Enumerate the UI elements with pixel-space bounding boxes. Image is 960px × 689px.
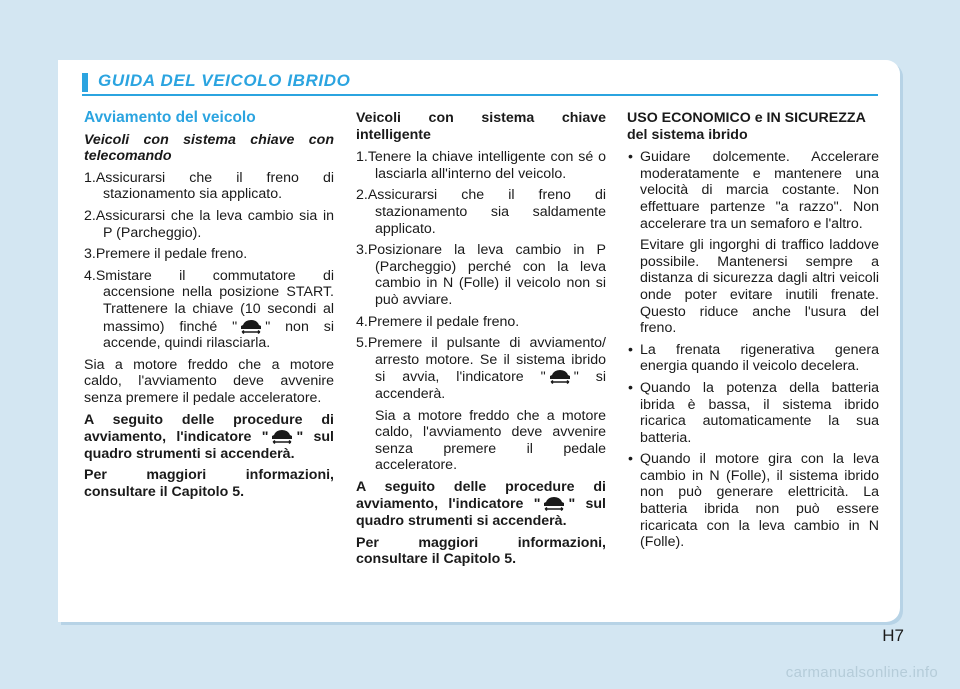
section-header	[82, 72, 878, 94]
column-3	[627, 110, 879, 556]
col1-heading: Avviamento del veicolo	[84, 109, 256, 126]
col1-step-2: 2.Assicurarsi che la leva cambio sia in P (Parcheggio).	[84, 207, 334, 241]
col2-step-5-note: Sia a motore freddo che a motore caldo, l'avviamento deve avvenire senza premere il pedale acceleratore.	[375, 407, 606, 474]
col2-step-5-text-b: " si accenderà.	[375, 369, 606, 402]
col2-step-5	[356, 335, 606, 402]
col1-bold-indicator	[84, 412, 334, 463]
col1-bold-indicator-b: " sul quadro strumenti si accenderà.	[84, 429, 335, 462]
col1-step-3: 3.Premere il pedale freno.	[84, 246, 248, 263]
col3-bullet-1-continued: Evitare gli ingorghi di traffico laddove possibile. Mantenersi sempre a distanza di sicurezza dagli altri veicoli onde poter evitare inutili frenate. Questo riduce anche l'usura del freno.	[640, 237, 879, 337]
header-accent-bar	[82, 73, 88, 92]
ready-car-icon	[540, 495, 568, 512]
section-title: GUIDA DEL VEICOLO IBRIDO	[98, 71, 351, 90]
col2-step-4: 4.Premere il pedale freno.	[356, 313, 520, 330]
col1-subheading: Veicoli con sistema chiave con telecomando	[84, 131, 334, 165]
header-rule	[82, 94, 878, 96]
column-1	[84, 110, 334, 505]
col2-bold-indicator-a: A seguito delle procedure di avviamento, l'indicatore "	[356, 478, 606, 513]
ready-car-icon	[237, 318, 265, 335]
col1-step-4-text-b: " non si accende, quindi rilasciarla.	[103, 318, 335, 352]
column-2	[356, 110, 606, 573]
col2-bold-indicator	[356, 479, 606, 530]
col2-step-5-text-a: 5.Premere il pulsante di avviamento/ arresto motore. Se il sistema ibrido si avvia, l'indicatore "	[356, 335, 606, 386]
col3-bullet-3: • Quando la potenza della batteria ibrida è bassa, il sistema ibrido ricarica automaticamente la sua batteria.	[627, 380, 879, 446]
ready-car-icon	[268, 428, 296, 445]
col1-step-4-text-a: 4.Smistare il commutatore di accensione nella posizione START. Trattenere la chiave (10 secondi al massimo) finché "	[84, 267, 334, 335]
col2-step-3: 3.Posizionare la leva cambio in P (Parcheggio) perché con la leva cambio in N (Folle) il veicolo non si può avviare.	[356, 242, 606, 308]
col2-bold-indicator-b: " sul quadro strumenti si accenderà.	[356, 496, 607, 530]
col3-bullet-1: • Guidare dolcemente. Accelerare moderatamente e mantenere una velocità di marcia costante. Non effettuare partenze "a razzo". Non accelerare tra un semaforo e l'altro.	[627, 149, 879, 232]
col1-bold-chapter-ref: Per maggiori informazioni, consultare il Capitolo 5.	[84, 467, 334, 500]
col2-heading: Veicoli con sistema chiave intelligente	[356, 110, 606, 143]
col1-step-4	[84, 268, 334, 352]
col3-bullet-2: • La frenata rigenerativa genera energia quando il veicolo decelera.	[627, 342, 879, 375]
col3-heading: USO ECONOMICO e IN SICUREZZA del sistema ibrido	[627, 110, 866, 143]
col2-bold-chapter-ref: Per maggiori informazioni, consultare il Capitolo 5.	[356, 534, 606, 568]
col3-bullet-4: • Quando il motore gira con la leva cambio in N (Folle), il sistema ibrido non può generare elettricità. La batteria ibrida non può essere ricaricata con la leva cambio in N (Folle).	[627, 451, 879, 551]
col2-step-2: 2.Assicurarsi che il freno di stazionamento sia saldamente applicato.	[356, 187, 606, 237]
col2-step-1: 1.Tenere la chiave intelligente con sé o lasciarla all'interno del veicolo.	[356, 149, 606, 182]
watermark: carmanualsonline.info	[785, 664, 938, 681]
ready-car-icon	[546, 368, 574, 385]
page-number: H7	[882, 626, 904, 645]
col1-step-1: 1.Assicurarsi che il freno di stazionamento sia applicato.	[84, 169, 334, 203]
col1-bold-indicator-a: A seguito delle procedure di avviamento, l'indicatore "	[84, 411, 334, 446]
col1-para-cold-start: Sia a motore freddo che a motore caldo, l'avviamento deve avvenire senza premere il pedale acceleratore.	[84, 356, 334, 406]
